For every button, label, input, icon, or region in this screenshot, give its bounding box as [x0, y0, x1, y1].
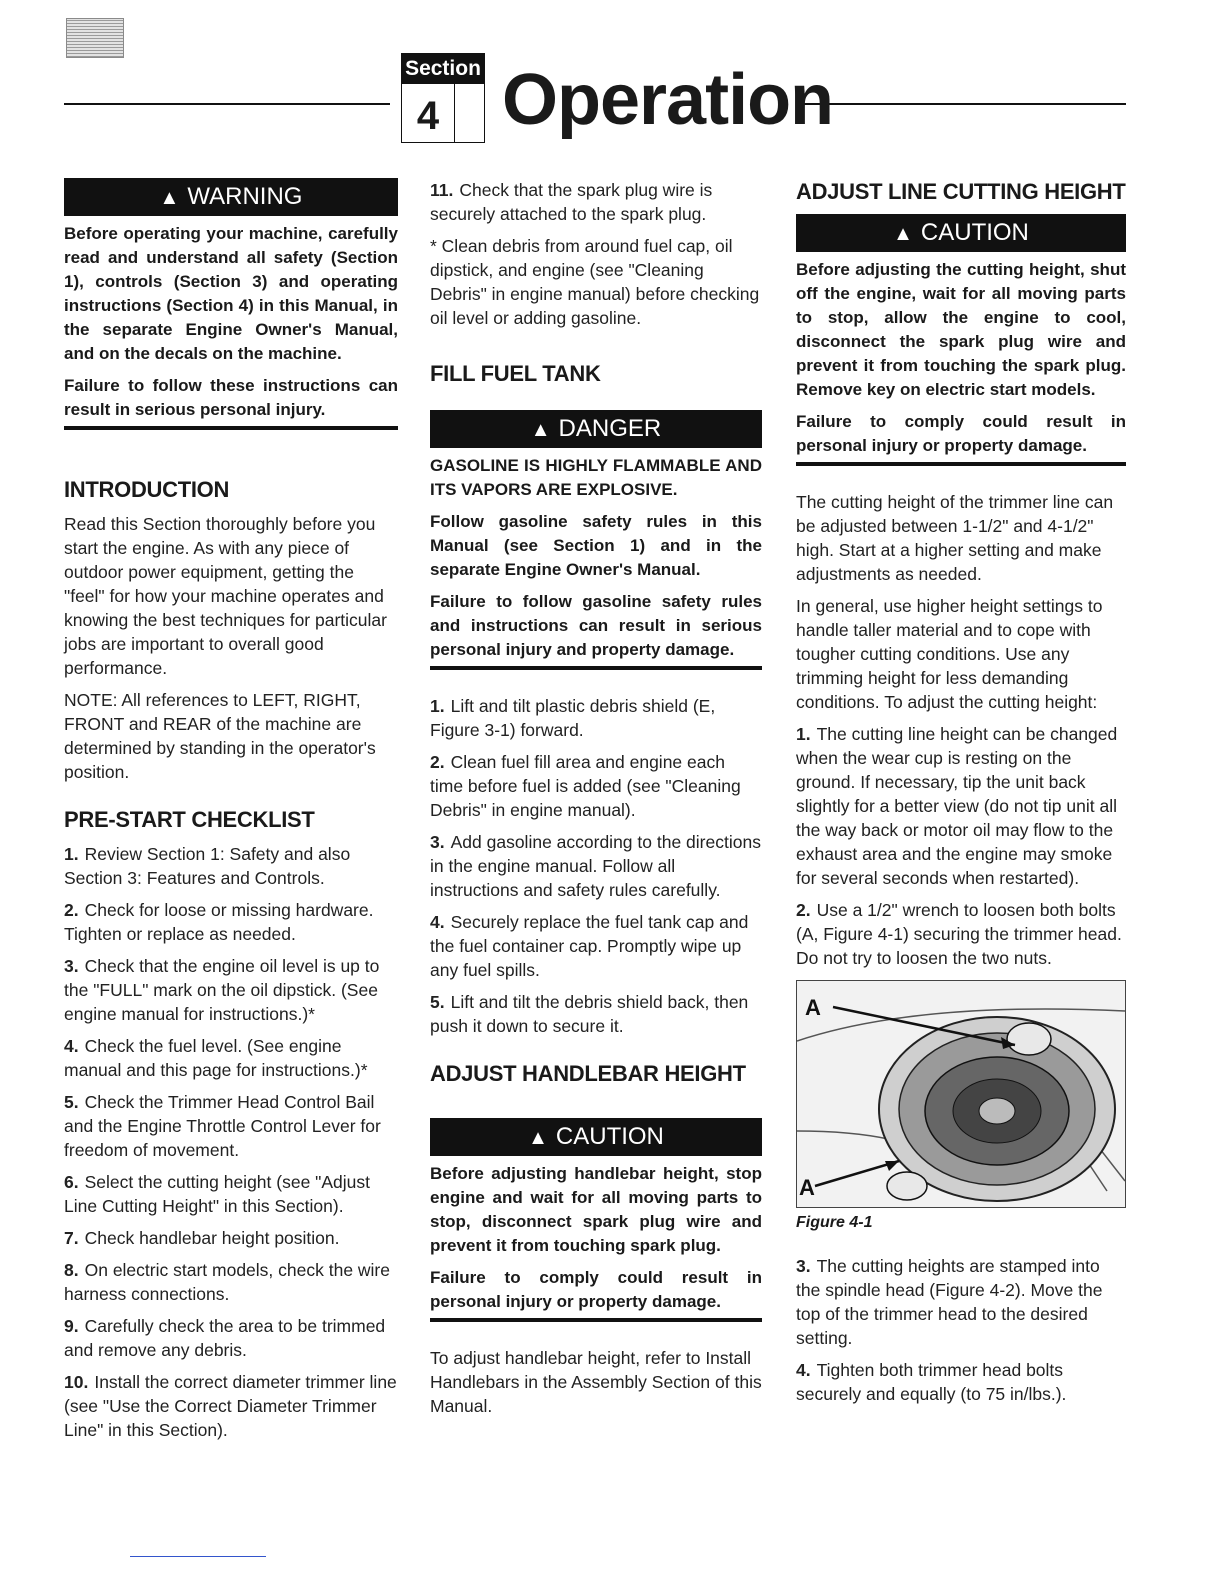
- footer-rule: [130, 1556, 266, 1557]
- figure-caption: Figure 4-1: [796, 1214, 873, 1231]
- column-right: [796, 178, 1126, 1414]
- trimmer-head-illustration: [797, 981, 1125, 1207]
- warning-triangle-icon: ▲: [530, 419, 551, 441]
- figure-callout-a-bottom: A: [799, 1175, 815, 1200]
- warning-consequence: Failure to follow these instructions can result in serious personal injury.: [64, 374, 398, 430]
- list-item: 3. The cutting heights are stamped into the spindle head (Figure 4-2). Move the top of the trimmer head to the desired setting.: [796, 1256, 1103, 1348]
- list-item: 5. Lift and tilt the debris shield back, then push it down to secure it.: [430, 992, 749, 1036]
- caution-text: Before adjusting the cutting height, shut off the engine, wait for all moving parts to stop, allow the engine to cool, disconnect the spark plug wire and prevent it from touching the spark plug. Remove key on electric start models.: [796, 260, 1126, 399]
- caution-label: CAUTION: [555, 1123, 664, 1150]
- caution-consequence: Failure to comply could result in personal injury or property damage.: [430, 1266, 762, 1322]
- list-item: 5. Check the Trimmer Head Control Bail and the Engine Throttle Control Lever for freedom of movement.: [64, 1092, 381, 1160]
- cutting-height-steps: [796, 722, 1126, 970]
- header-rule-right: [796, 103, 1126, 105]
- checklist: [64, 842, 398, 1442]
- danger-banner: [430, 410, 762, 448]
- introduction-note: NOTE: All references to LEFT, RIGHT, FRONT and REAR of the machine are determined by standing in the operator's position.: [64, 690, 376, 782]
- danger-label: DANGER: [558, 415, 662, 442]
- page-title: Operation: [502, 60, 834, 140]
- list-item: 3. Add gasoline according to the directions in the engine manual. Follow all instructions and safety rules carefully.: [430, 832, 761, 900]
- warning-text: Before operating your machine, carefully read and understand all safety (Section 1), controls (Section 3) and operating instructions (Section 4) in this Manual, in the separate Engine Owner's Manual, and on the decals on the machine.: [64, 224, 398, 363]
- checklist-item-11: 11. Check that the spark plug wire is securely attached to the spark plug.: [430, 180, 713, 224]
- danger-consequence: Failure to follow gasoline safety rules and instructions can result in serious personal injury and property damage.: [430, 590, 762, 670]
- corner-logo: [66, 18, 124, 58]
- danger-text: GASOLINE IS HIGHLY FLAMMABLE AND ITS VAPORS ARE EXPLOSIVE.: [430, 456, 762, 499]
- handlebar-instructions: To adjust handlebar height, refer to Install Handlebars in the Assembly Section of this Manual.: [430, 1348, 762, 1416]
- list-item: 4. Tighten both trimmer head bolts securely and equally (to 75 in/lbs.).: [796, 1360, 1067, 1404]
- warning-label: WARNING: [187, 183, 303, 210]
- introduction-heading: INTRODUCTION: [64, 477, 230, 502]
- list-item: 1. Review Section 1: Safety and also Section 3: Features and Controls.: [64, 844, 351, 888]
- column-left: [64, 178, 398, 1450]
- cutting-height-guidance: In general, use higher height settings to handle taller material and to cope with tougher cutting conditions. Use any trimming height for less demanding conditions. To adjust the cutting height:: [796, 596, 1103, 712]
- fuel-steps: [430, 694, 762, 1038]
- warning-triangle-icon: ▲: [159, 187, 180, 209]
- caution-banner: [430, 1118, 762, 1156]
- warning-triangle-icon: ▲: [528, 1127, 548, 1149]
- list-item: 2. Use a 1/2" wrench to loosen both bolts (A, Figure 4-1) securing the trimmer head. Do not try to loosen the two nuts.: [796, 900, 1122, 968]
- list-item: 3. Check that the engine oil level is up to the "FULL" mark on the oil dipstick. (See engine manual for instructions.)*: [64, 956, 380, 1024]
- danger-rules: Follow gasoline safety rules in this Manual (see Section 1) and in the separate Engine Owner's Manual.: [430, 512, 762, 579]
- caution-consequence: Failure to comply could result in personal injury or property damage.: [796, 410, 1126, 466]
- warning-triangle-icon: ▲: [893, 223, 913, 245]
- section-badge: [401, 53, 485, 143]
- warning-banner: [64, 178, 398, 216]
- section-number: 4: [402, 84, 455, 142]
- list-item: 1. The cutting line height can be changed when the wear cup is resting on the ground. If necessary, tip the unit back slightly for a better view (do not tip unit all the way back or motor oil may flow to the exhaust area and the engine may smoke for several seconds when restarted).: [796, 724, 1118, 888]
- footnote: * Clean debris from around fuel cap, oil dipstick, and engine (see "Cleaning Debris" in engine manual) before checking oil level or adding gasoline.: [430, 236, 760, 328]
- figure-callout-a-top: A: [805, 995, 821, 1020]
- checklist-heading: PRE-START CHECKLIST: [64, 807, 315, 832]
- column-middle: [430, 178, 762, 1426]
- cutting-height-text: The cutting height of the trimmer line can be adjusted between 1-1/2" and 4-1/2" high. Start at a higher setting and make adjustments as needed.: [796, 492, 1114, 584]
- introduction-text: Read this Section thoroughly before you start the engine. As with any piece of outdoor power equipment, getting the "feel" for how your machine operates and knowing the best techniques for particular jobs are important to overall good performance.: [64, 514, 387, 678]
- caution-label: CAUTION: [920, 219, 1029, 246]
- list-item: 1. Lift and tilt plastic debris shield (E, Figure 3-1) forward.: [430, 696, 716, 740]
- figure-4-1: [796, 980, 1126, 1208]
- list-item: 2. Check for loose or missing hardware. Tighten or replace as needed.: [64, 900, 374, 944]
- list-item: 9. Carefully check the area to be trimmed and remove any debris.: [64, 1316, 386, 1360]
- list-item: 10. Install the correct diameter trimmer line (see "Use the Correct Diameter Trimmer Line" in this Section).: [64, 1372, 397, 1440]
- list-item: 7. Check handlebar height position.: [64, 1228, 340, 1248]
- list-item: 2. Clean fuel fill area and engine each time before fuel is added (see "Cleaning Debris" in engine manual).: [430, 752, 741, 820]
- fill-fuel-heading: FILL FUEL TANK: [430, 361, 601, 386]
- list-item: 8. On electric start models, check the wire harness connections.: [64, 1260, 390, 1304]
- cutting-height-heading: ADJUST LINE CUTTING HEIGHT: [796, 179, 1126, 204]
- handlebar-heading: ADJUST HANDLEBAR HEIGHT: [430, 1061, 746, 1086]
- caution-banner: [796, 214, 1126, 252]
- list-item: 4. Securely replace the fuel tank cap and the fuel container cap. Promptly wipe up any fuel spills.: [430, 912, 749, 980]
- cutting-height-steps-continued: [796, 1254, 1126, 1406]
- caution-text: Before adjusting handlebar height, stop engine and wait for all moving parts to stop, disconnect spark plug wire and prevent it from touching spark plug.: [430, 1164, 762, 1255]
- section-tab-label: Section: [402, 54, 484, 84]
- list-item: 6. Select the cutting height (see "Adjust Line Cutting Height" in this Section).: [64, 1172, 371, 1216]
- list-item: 4. Check the fuel level. (See engine manual and this page for instructions.)*: [64, 1036, 368, 1080]
- header-rule-left: [64, 103, 390, 105]
